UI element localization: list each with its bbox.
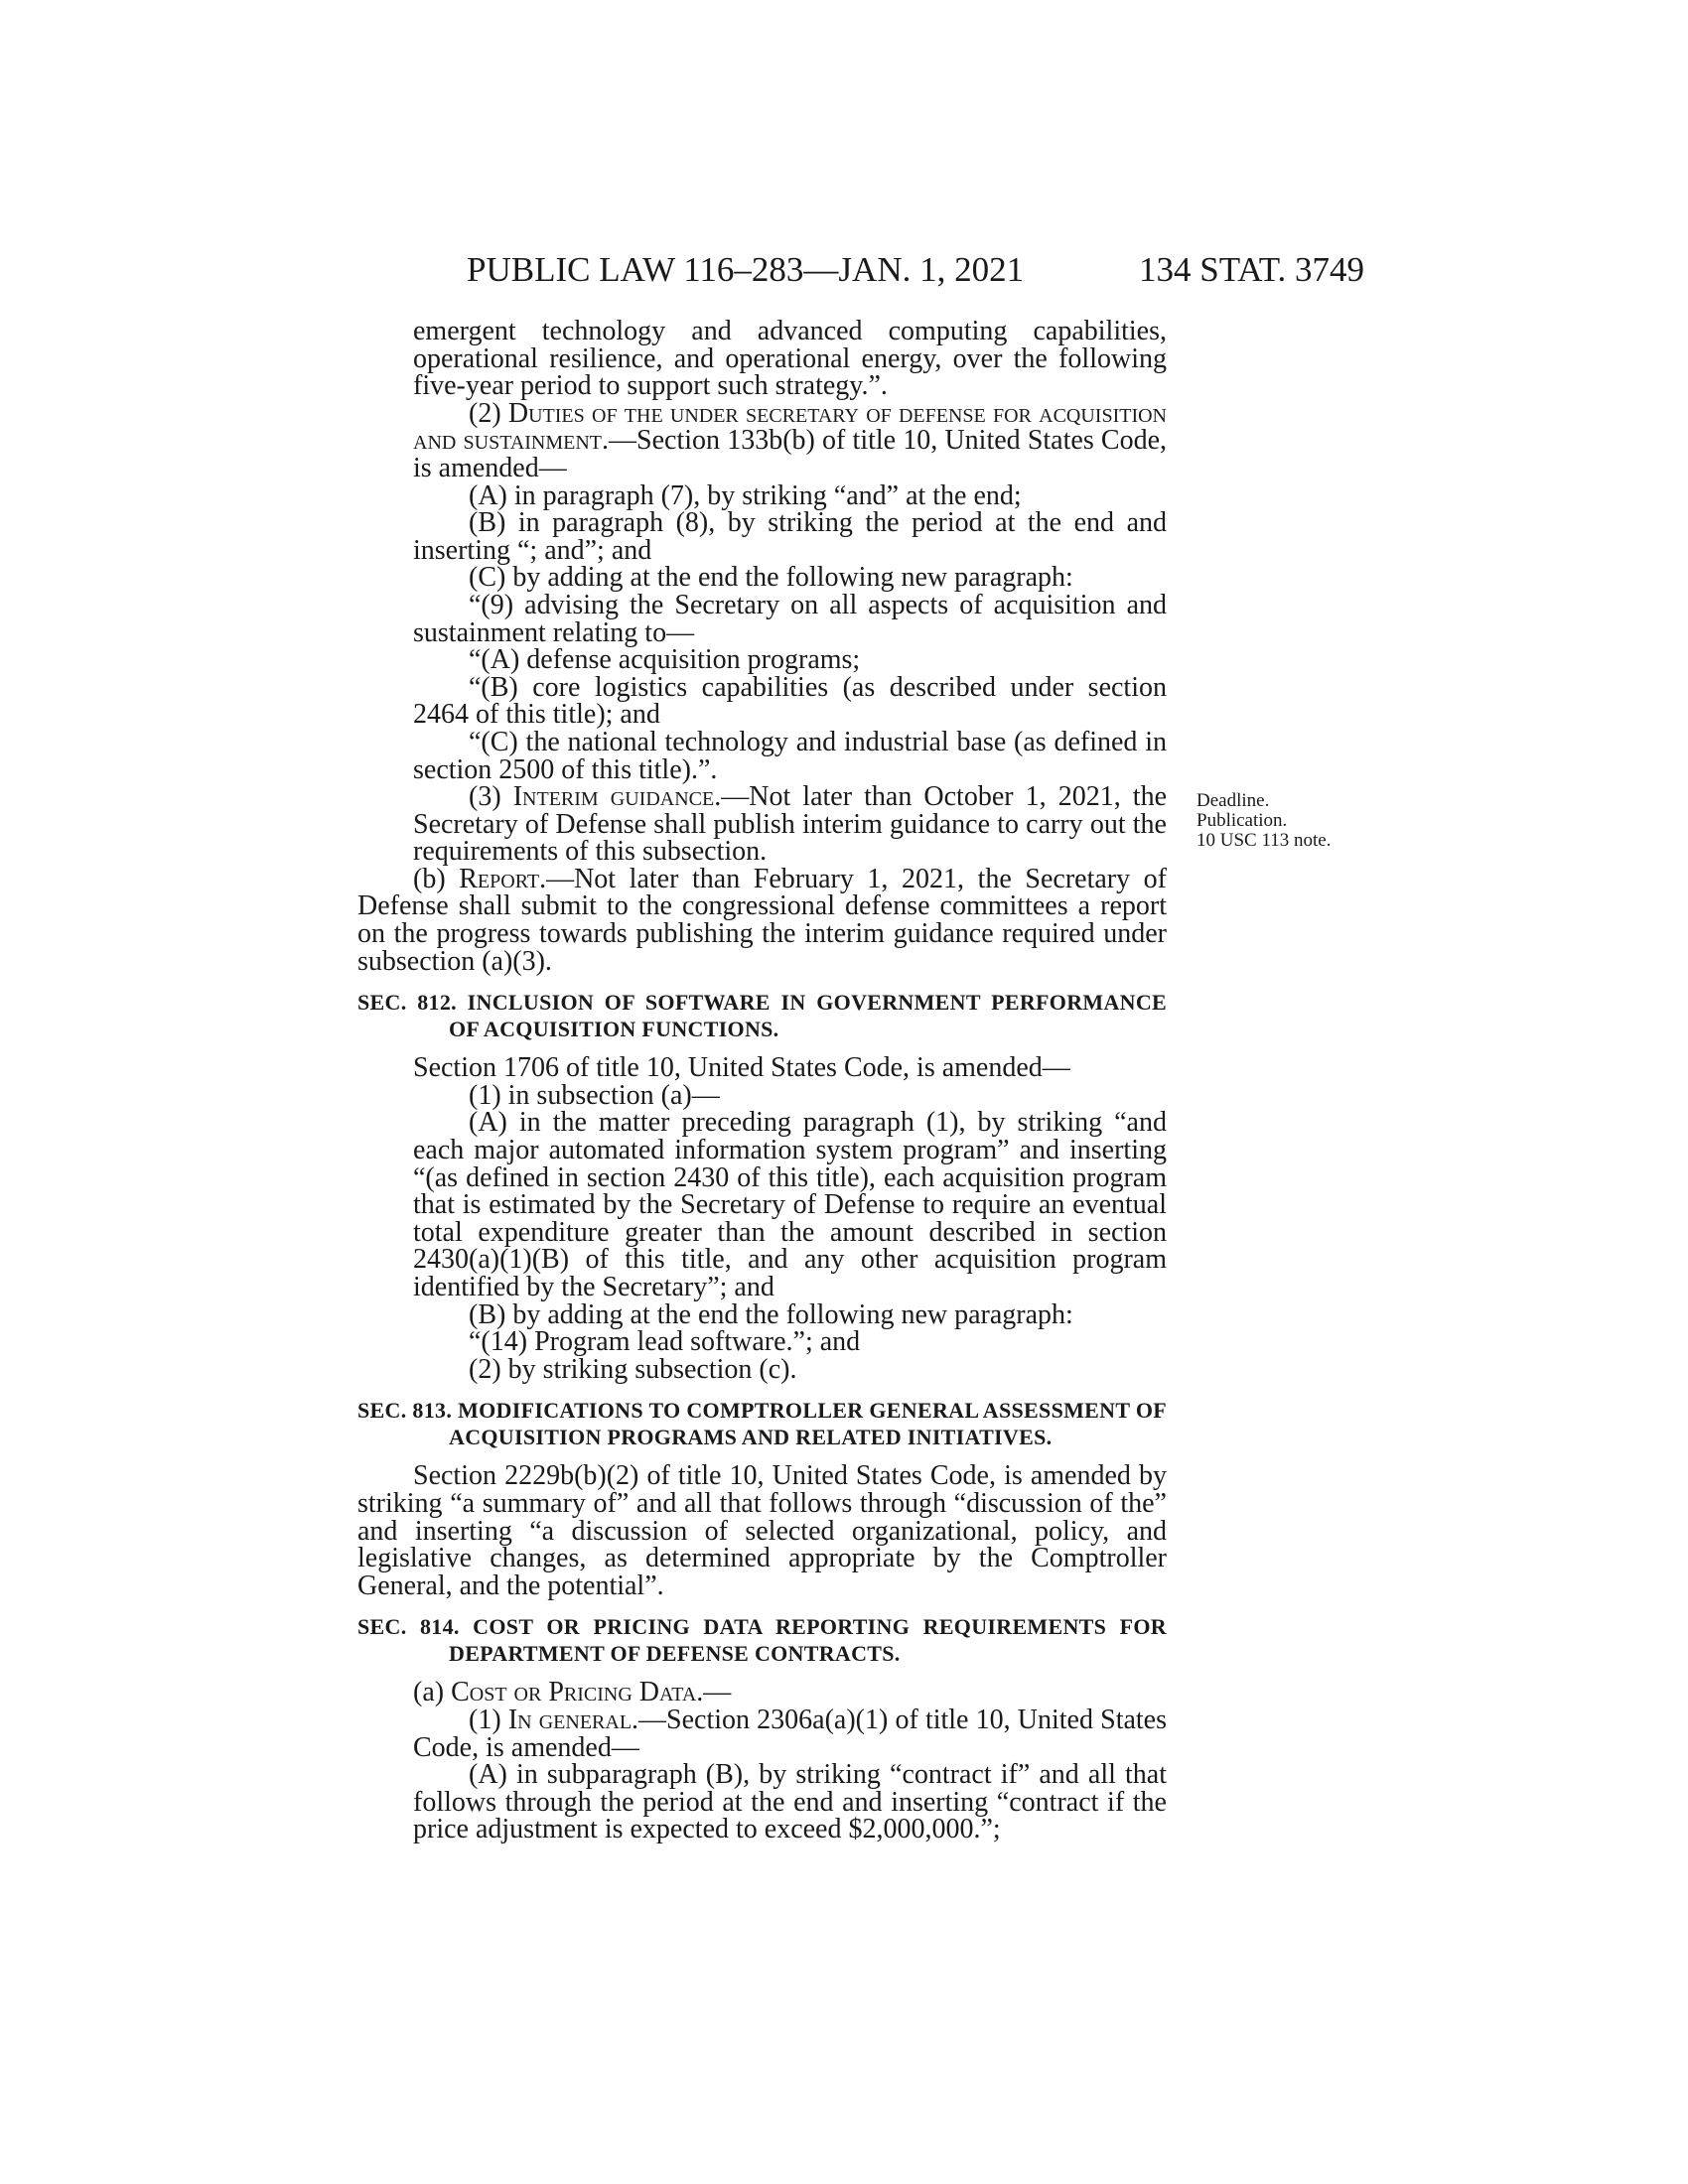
- paragraph-heading: Report.: [459, 863, 547, 894]
- paragraph: (A) in subparagraph (B), by striking “contract if” and all that follows through the period at the end and inserting “contract if the price adjustment is expected to exceed $2,000,000.”;: [413, 1759, 1167, 1845]
- paragraph-text: —: [703, 1677, 732, 1708]
- paragraph-text: —Section 2306a(a)(1) of title 10, United States Code, is amended—: [413, 1704, 1167, 1763]
- paragraph-number: (a): [413, 1677, 445, 1708]
- paragraph-heading: Interim guidance.: [512, 781, 722, 813]
- paragraph-number: (1): [469, 1704, 501, 1735]
- paragraph: (C) by adding at the end the following new paragraph:: [469, 562, 1073, 594]
- paragraph: “(A) defense acquisition programs;: [469, 644, 861, 676]
- paragraph: [357, 783, 1167, 866]
- paragraph: [357, 1706, 1167, 1761]
- body-text: [357, 318, 1167, 1843]
- paragraph: “(C) the national technology and industrial base (as defined in section 2500 of this title).”.: [413, 726, 1167, 785]
- paragraph: (B) by adding at the end the following new paragraph:: [469, 1298, 1073, 1330]
- margin-notes: [1196, 791, 1395, 851]
- section-heading: SEC. 814. COST OR PRICING DATA REPORTING REQUIREMENTS FOR DEPARTMENT OF DEFENSE CONTRACTS.: [357, 1614, 1167, 1667]
- paragraph-number: (3): [469, 781, 501, 813]
- paragraph: [357, 863, 1168, 977]
- paragraph: emergent technology and advanced computing capabilities, operational resilience, and operational energy, over the following five-year period to support such strategy.”.: [413, 316, 1167, 402]
- paragraph: [357, 1679, 1167, 1706]
- paragraph: (B) in paragraph (8), by striking the period at the end and inserting “; and”; and: [413, 507, 1167, 566]
- section-heading: SEC. 812. INCLUSION OF SOFTWARE IN GOVERNMENT PERFORMANCE OF ACQUISITION FUNCTIONS.: [357, 990, 1167, 1042]
- paragraph: “(B) core logistics capabilities (as described under section 2464 of this title); and: [413, 671, 1167, 731]
- paragraph: “(9) advising the Secretary on all aspects of acquisition and sustainment relating to—: [413, 589, 1167, 648]
- paragraph-number: (2): [469, 397, 501, 429]
- paragraph: “(14) Program lead software.”; and: [469, 1326, 861, 1358]
- paragraph: (1) in subsection (a)—: [469, 1079, 720, 1111]
- paragraph: (A) in paragraph (7), by striking “and” at the end;: [469, 479, 1022, 511]
- section-heading: SEC. 813. MODIFICATIONS TO COMPTROLLER GENERAL ASSESSMENT OF ACQUISITION PROGRAMS AND RELATED INITIATIVES.: [357, 1398, 1167, 1450]
- paragraph-number: (b): [413, 863, 446, 894]
- statute-page-number: 134 STAT. 3749: [1139, 250, 1364, 289]
- margin-note: Deadline.: [1196, 790, 1270, 811]
- paragraph: Section 1706 of title 10, United States Code, is amended—: [413, 1052, 1070, 1084]
- margin-note: Publication.: [1196, 810, 1288, 831]
- paragraph-text: —Section 133b(b) of title 10, United States Code, is amended—: [413, 425, 1167, 483]
- paragraph-text: —Not later than October 1, 2021, the Secretary of Defense shall publish interim guidance to carry out the requirements of this subsection.: [413, 781, 1167, 868]
- paragraph-text: —Not later than February 1, 2021, the Secretary of Defense shall submit to the congressional defense committees a report on the progress towards publishing the interim guidance required under subsection (a)(3).: [357, 863, 1168, 977]
- paragraph-heading: Cost or Pricing Data.: [451, 1677, 704, 1708]
- margin-note: 10 USC 113 note.: [1196, 830, 1332, 851]
- paragraph: Section 2229b(b)(2) of title 10, United States Code, is amended by striking “a summary of” and all that follows through “discussion of the” and inserting “a discussion of selected organizational, policy, and legislative changes, as determined appropriate by the Comptroller General, and the potential”.: [357, 1460, 1167, 1601]
- paragraph-heading: In general.: [507, 1704, 639, 1735]
- paragraph: (2) by striking subsection (c).: [469, 1353, 797, 1385]
- running-title: PUBLIC LAW 116–283—JAN. 1, 2021: [467, 250, 1025, 289]
- paragraph: [357, 397, 1168, 483]
- paragraph: (A) in the matter preceding paragraph (1), by striking “and each major automated information system program” and inserting “(as defined in section 2430 of this title), each acquisition program that is estimated by the Secretary of Defense to require an eventual total expenditure greater than the amount described in section 2430(a)(1)(B) of this title, and any other acquisition program identified by the Secretary”; and: [413, 1107, 1167, 1302]
- paragraph-heading: Duties of the under secretary of defense for acquisition and sustainment.: [413, 397, 1168, 457]
